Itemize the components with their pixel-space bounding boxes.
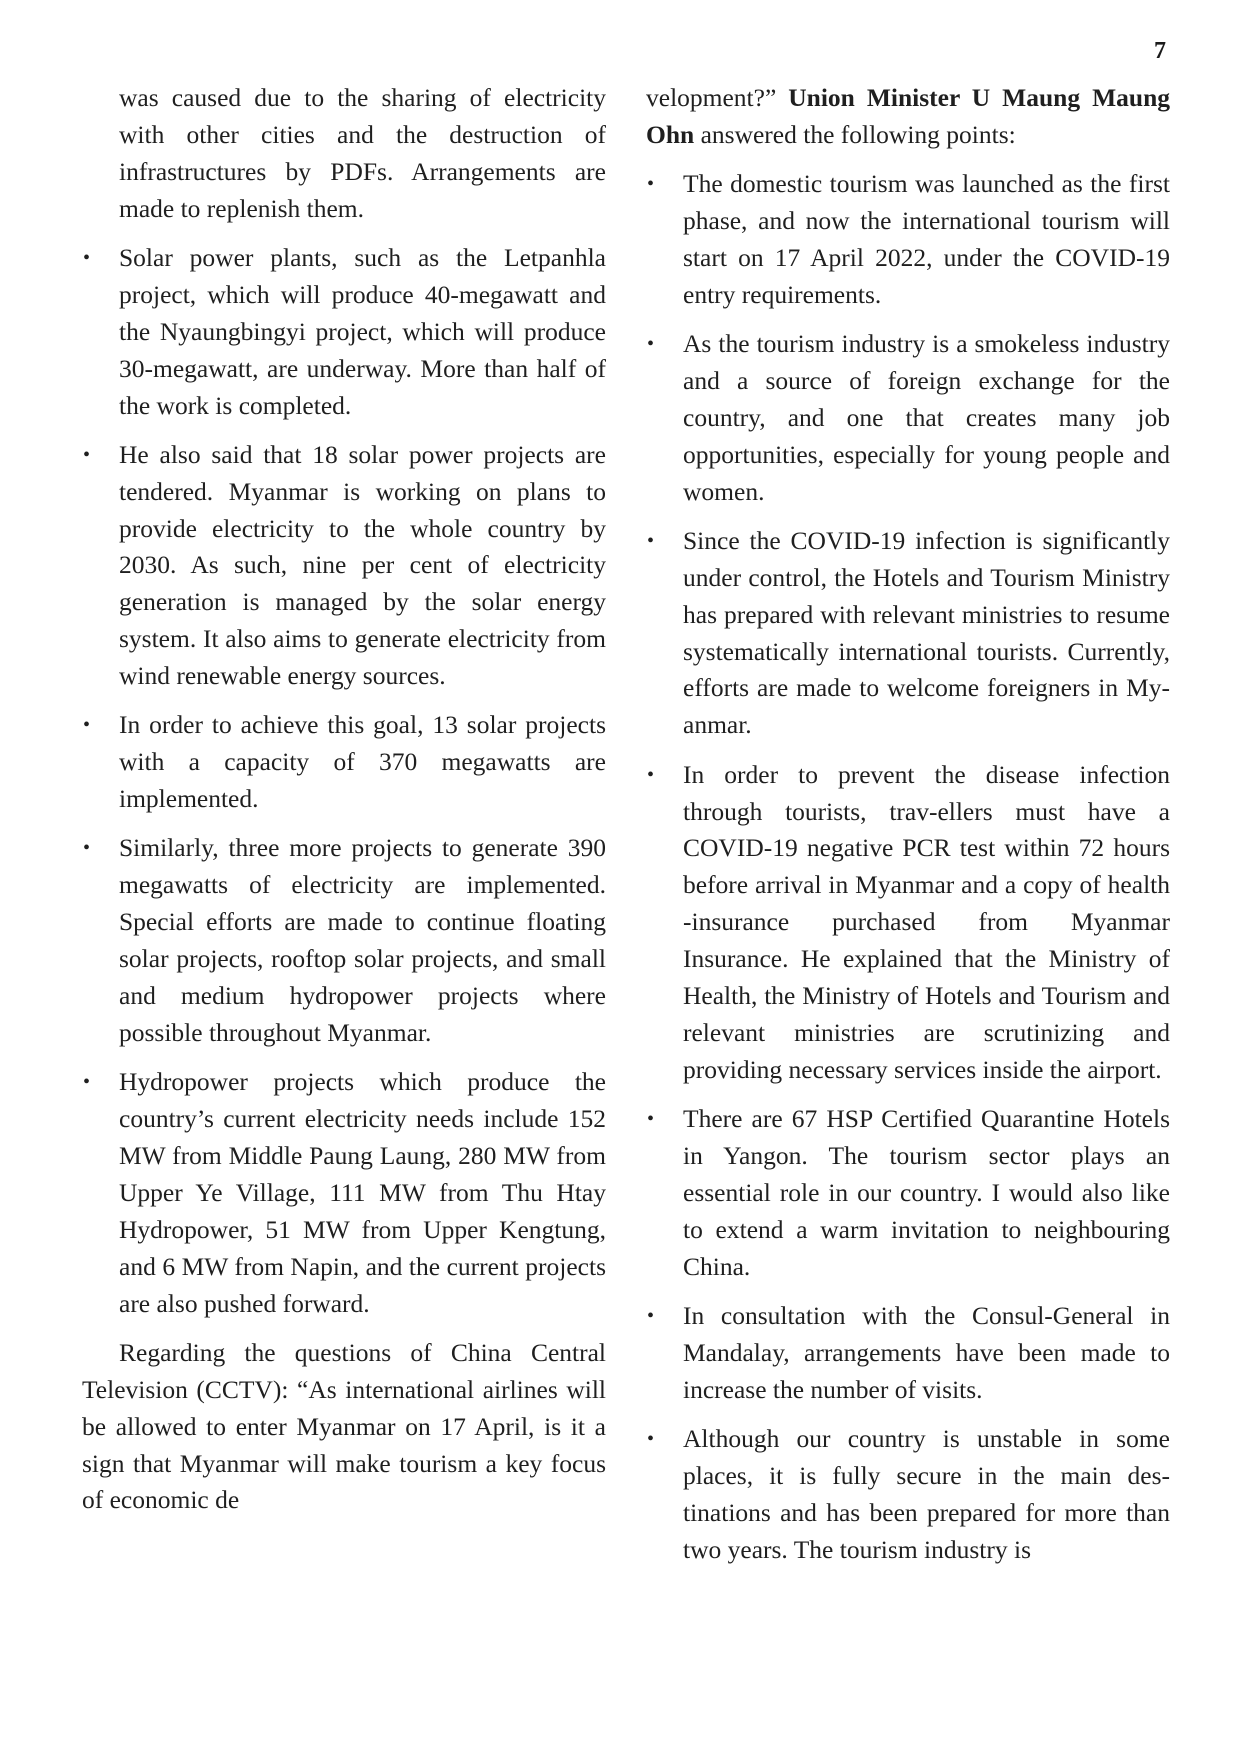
bullet-list	[82, 240, 606, 1323]
continuation-paragraph: was caused due to the sharing of electricity with other cities and the destruction of infrastructures by PDFs. Arrangements are made to replenish them.	[119, 83, 606, 223]
list-item: • In order to prevent the disease infection through tourists, trav-ellers must have a COVID-19 negative PCR test within 72 hours before arrival in Myanmar and a copy of health -insurance purchased from Myanmar Insurance. He explained that the Ministry of Health, the Ministry of Hotels and Tourism and relevant ministries are scrutinizing and providing necessary services inside the airport.	[646, 757, 1170, 1089]
list-item: • Solar power plants, such as the Letpanhla project, which will produce 40-megawatt and the Nyaungbingyi project, which will produce 30-megawatt, are underway. More than half of the work is completed.	[82, 240, 606, 425]
list-item: • In consultation with the Consul-General in Mandalay, arrangements have been made to increase the number of visits.	[646, 1298, 1170, 1409]
continuation-start: velopment?”	[646, 83, 789, 112]
list-item: • Similarly, three more projects to generate 390 megawatts of electricity are implemented. Special efforts are made to continue floating solar projects, rooftop solar projects, and small and medium hydropower projects where possible throughout Myanmar.	[82, 830, 606, 1051]
list-item: • He also said that 18 solar power projects are tendered. Myanmar is working on plans to provide electricity to the whole country by 2030. As such, nine per cent of electricity generation is managed by the solar energy system. It also aims to generate electricity from wind renewable energy sources.	[82, 437, 606, 695]
continuation-end: answered the following points:	[694, 119, 1016, 149]
bullet-list	[646, 166, 1170, 1568]
continuation-paragraph	[646, 80, 1170, 154]
right-column	[646, 80, 1170, 1569]
left-column	[82, 80, 606, 1519]
list-item: • In order to achieve this goal, 13 solar projects with a capacity of 370 megawatts are implemented.	[82, 707, 606, 818]
list-item: • Although our country is unstable in some places, it is fully secure in the main destinations and has been prepared for more than two years. The tourism industry is	[646, 1421, 1170, 1569]
list-item: • As the tourism industry is a smokeless industry and a source of foreign exchange for the country, and one that creates many job opportunities, especially for young people and women.	[646, 326, 1170, 511]
speaker-name: Union Minister U Maung Maung Ohn	[646, 83, 1171, 149]
list-item: • Hydropower projects which produce the country’s current electricity needs include 152 MW from Middle Paung Laung, 280 MW from Upper Ye Village, 111 MW from Thu Htay Hydropower, 51 MW from Upper Kengtung, and 6 MW from Napin, and the current projects are also pushed forward.	[82, 1064, 606, 1322]
list-item: • There are 67 HSP Certified Quarantine Hotels in Yangon. The tourism sector plays an essential role in our country. I would also like to extend a warm invitation to neighbouring China.	[646, 1101, 1170, 1286]
cctv-question-paragraph: Regarding the questions of China Central Television (CCTV): “As international airlines will be allowed to enter Myanmar on 17 April, is it a sign that Myanmar will make tourism a key focus of economic de	[82, 1337, 606, 1515]
list-item: • The domestic tourism was launched as the first phase, and now the international tourism will start on 17 April 2022, under the COVID-19 entry requirements.	[646, 166, 1170, 314]
list-item: • Since the COVID-19 infection is significantly under control, the Hotels and Tourism Ministry has prepared with relevant ministries to resume systematically international tourists. Currently, efforts are made to welcome foreigners in Myanmar.	[646, 523, 1170, 744]
page-number: 7	[1154, 38, 1166, 64]
